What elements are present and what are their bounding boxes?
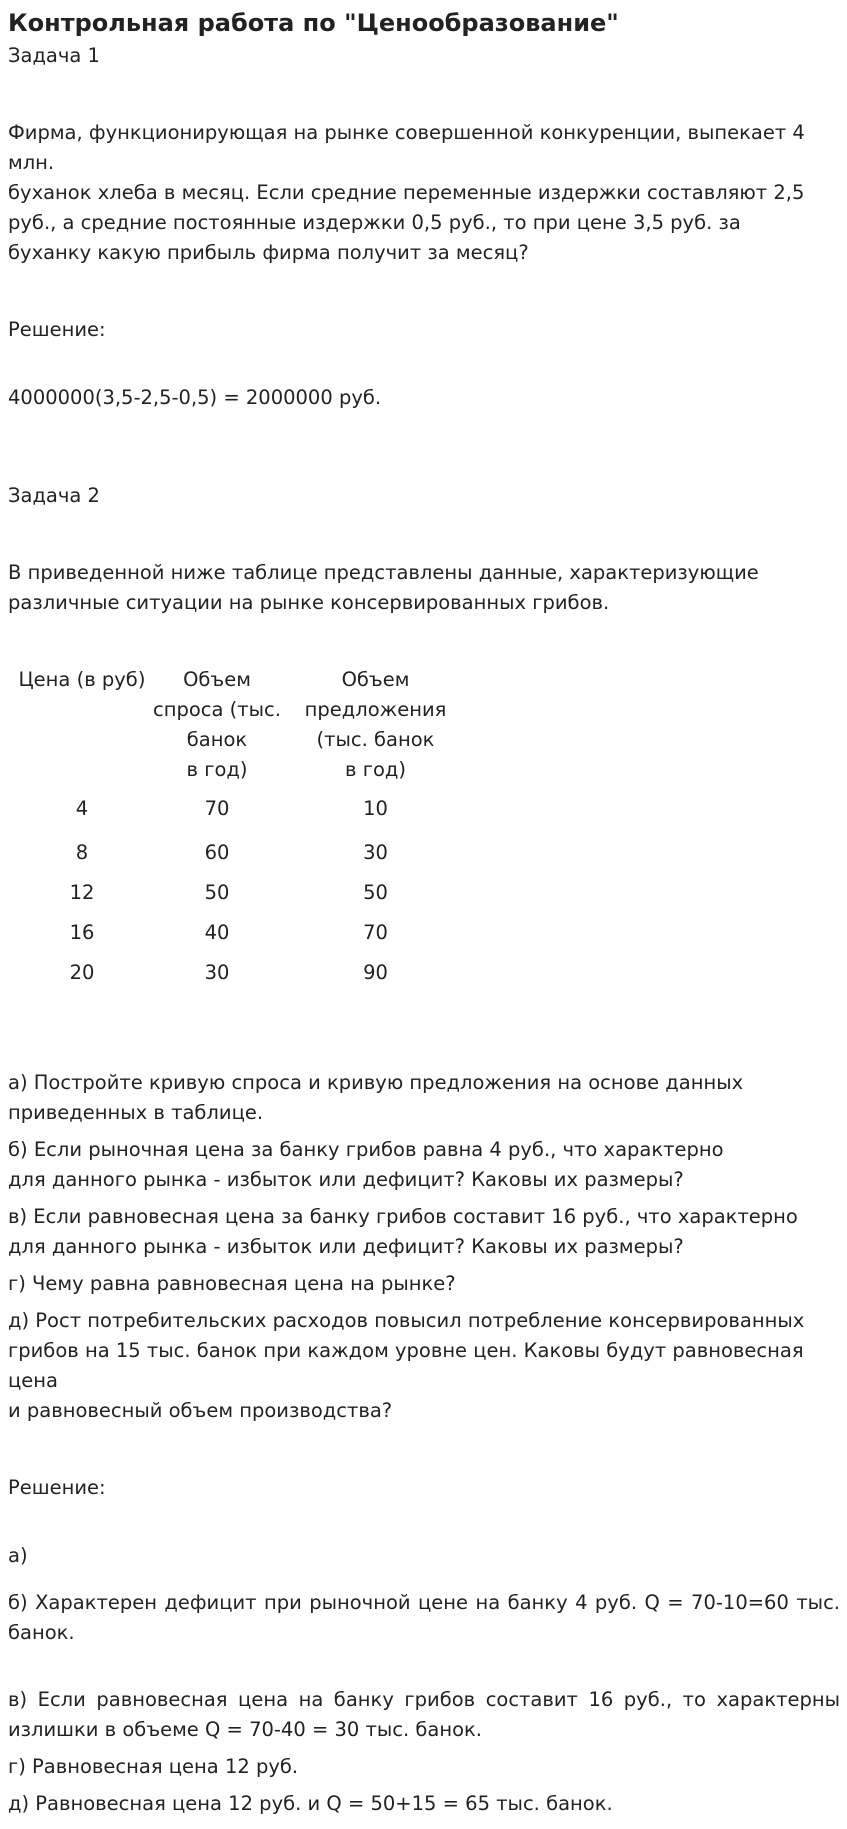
answer-d: д) Равновесная цена 12 руб. и Q = 50+15 = 65 тыс. банок. bbox=[8, 1792, 613, 1815]
price-cell: 12 bbox=[69, 881, 95, 904]
supply-cell: 90 bbox=[363, 961, 388, 984]
question-v: в) Если равновесная цена за банку грибов составит 16 руб., что характерно для данного рынка - избыток или дефицит? Каковы их размеры? bbox=[8, 1205, 798, 1258]
price-cell: 8 bbox=[75, 841, 89, 864]
demand-cell: 70 bbox=[204, 797, 230, 820]
document-page bbox=[8, 8, 840, 1819]
task2-intro: В приведенной ниже таблице представлены данные, характеризующие различные ситуации на рынке консервированных грибов. bbox=[8, 561, 759, 614]
supply-cell: 30 bbox=[363, 841, 388, 864]
table-row bbox=[12, 785, 469, 833]
answer-b: б) Характерен дефицит при рыночной цене на банку 4 руб. Q = 70-10=60 тыс. банок. bbox=[8, 1591, 840, 1644]
task2-heading: Задача 2 bbox=[8, 484, 100, 507]
price-cell: 4 bbox=[75, 797, 89, 820]
answer-g: г) Равновесная цена 12 руб. bbox=[8, 1755, 299, 1778]
demand-cell: 50 bbox=[204, 881, 230, 904]
demand-cell: 30 bbox=[204, 961, 230, 984]
price-cell: 16 bbox=[69, 921, 95, 944]
task1-heading: Задача 1 bbox=[8, 44, 100, 67]
table-row bbox=[12, 873, 469, 913]
task1-text: Фирма, функционирующая на рынке совершенной конкуренции, выпекает 4 млн. буханок хлеба в месяц. Если средние переменные издержки составляют 2,5 руб., а средние постоянные издержки 0,5 руб., то при цене 3,5 руб. за буханку какую прибыль фирма получит за месяц? bbox=[8, 121, 805, 264]
header-supply: Объем предложения (тыс. банок в год) bbox=[304, 668, 447, 781]
supply-cell: 10 bbox=[363, 797, 388, 820]
price-cell: 20 bbox=[69, 961, 95, 984]
table-header-row bbox=[12, 665, 469, 785]
question-b: б) Если рыночная цена за банку грибов равна 4 руб., что характерно для данного рынка - избыток или дефицит? Каковы их размеры? bbox=[8, 1138, 724, 1191]
market-data-table bbox=[12, 665, 469, 993]
supply-cell: 70 bbox=[363, 921, 388, 944]
document-title: Контрольная работа по "Ценообразование" bbox=[8, 9, 619, 37]
header-price: Цена (в руб) bbox=[18, 668, 146, 691]
header-demand: Объем спроса (тыс. банок в год) bbox=[153, 668, 281, 781]
table-row bbox=[12, 913, 469, 953]
question-d: д) Рост потребительских расходов повысил потребление консервированных грибов на 15 тыс. банок при каждом уровне цен. Каковы будут равновесная цена и равновесный объем производства? bbox=[8, 1309, 805, 1422]
demand-cell: 60 bbox=[204, 841, 230, 864]
question-a: а) Постройте кривую спроса и кривую предложения на основе данных приведенных в таблице. bbox=[8, 1071, 744, 1124]
task1-solution: 4000000(3,5-2,5-0,5) = 2000000 руб. bbox=[8, 386, 382, 409]
supply-cell: 50 bbox=[363, 881, 388, 904]
task1-solution-label: Решение: bbox=[8, 318, 106, 341]
question-g: г) Чему равна равновесная цена на рынке? bbox=[8, 1272, 456, 1295]
demand-cell: 40 bbox=[204, 921, 230, 944]
answer-v: в) Если равновесная цена на банку грибов составит 16 руб., то характерны излишки в объеме Q = 70-40 = 30 тыс. банок. bbox=[8, 1688, 840, 1741]
table-row bbox=[12, 833, 469, 873]
table-row bbox=[12, 953, 469, 993]
answer-a: а) bbox=[8, 1544, 28, 1567]
task2-solution-label: Решение: bbox=[8, 1476, 106, 1499]
